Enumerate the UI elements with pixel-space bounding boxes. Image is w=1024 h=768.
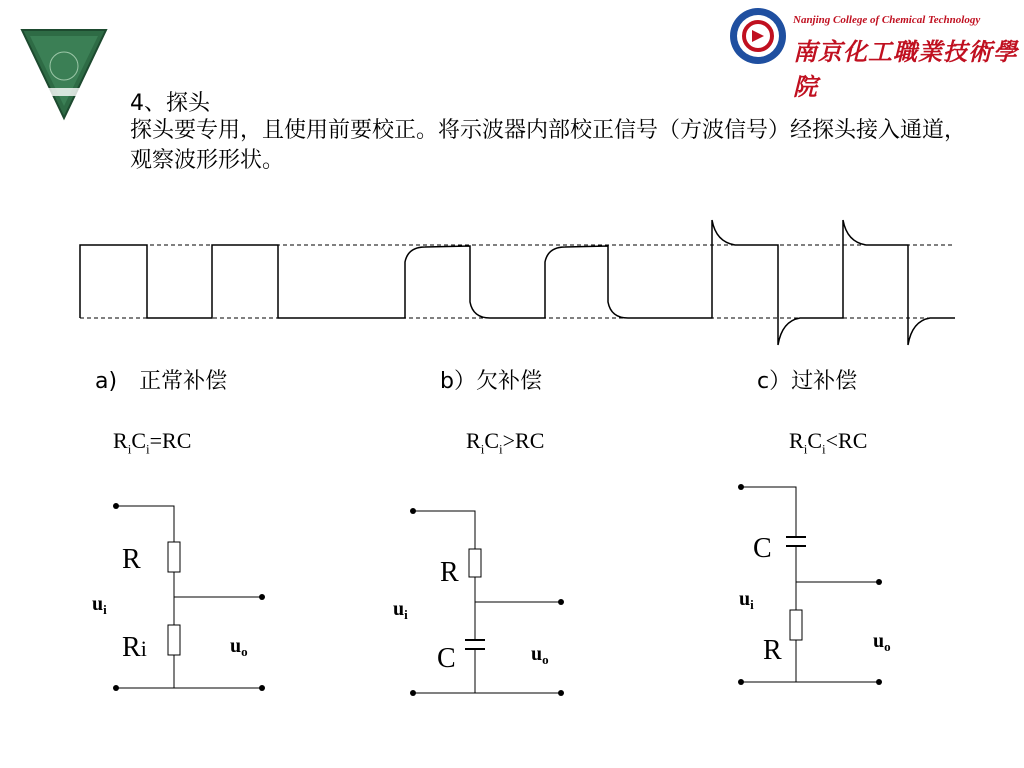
college-name-english: Nanjing College of Chemical Technology xyxy=(793,14,981,26)
formula-over: $R_iC_i<RC$ xyxy=(789,428,868,457)
circuit-normal xyxy=(92,490,290,700)
section-heading: 4、探头 xyxy=(130,91,210,116)
label-uo: u xyxy=(873,630,885,652)
waveform-diagram xyxy=(0,200,1024,360)
label-ui: u xyxy=(393,598,405,620)
circuit-under xyxy=(395,495,585,705)
caption-normal: a) 正常补偿 xyxy=(95,369,228,394)
waveform-over xyxy=(690,220,955,345)
svg-text:uo: $u_o$ xyxy=(531,643,549,667)
waveform-under xyxy=(343,246,690,318)
college-name-chinese: 南京化工職業技術學院 xyxy=(793,37,1018,101)
svg-text:uo: $u_o$ xyxy=(873,630,891,654)
label-C: C xyxy=(437,643,456,674)
formula-normal: $R_iC_i=RC$ xyxy=(113,428,192,457)
label-uo: u xyxy=(230,635,242,657)
label-ui: u xyxy=(739,588,751,610)
section-paragraph: 探头要专用，且使用前要校正。将示波器内部校正信号（方波信号）经探头接入通道，观察波形形状。 xyxy=(130,118,967,173)
svg-text:uo: $u_o$ xyxy=(230,635,248,659)
svg-text:ui: $u_i$ xyxy=(739,588,754,612)
circuit-over xyxy=(725,475,915,695)
label-Ri: R xyxy=(122,632,141,663)
svg-text:Ri: Ri xyxy=(122,632,147,663)
formula-under: $R_iC_i>RC$ xyxy=(466,428,545,457)
college-logo-triangle xyxy=(20,28,110,123)
label-uo: u xyxy=(531,643,543,665)
college-emblem-icon xyxy=(728,6,788,66)
waveform-normal xyxy=(80,245,343,318)
label-R: R xyxy=(763,635,782,666)
label-ui: u xyxy=(92,593,104,615)
svg-text:ui: $u_i$ xyxy=(92,593,107,617)
caption-over: c）过补偿 xyxy=(757,369,858,394)
svg-text:ui: $u_i$ xyxy=(393,598,408,622)
label-R: R xyxy=(440,557,459,588)
label-R: R xyxy=(122,544,141,575)
label-C: C xyxy=(753,533,772,564)
caption-under: b）欠补偿 xyxy=(440,369,542,394)
